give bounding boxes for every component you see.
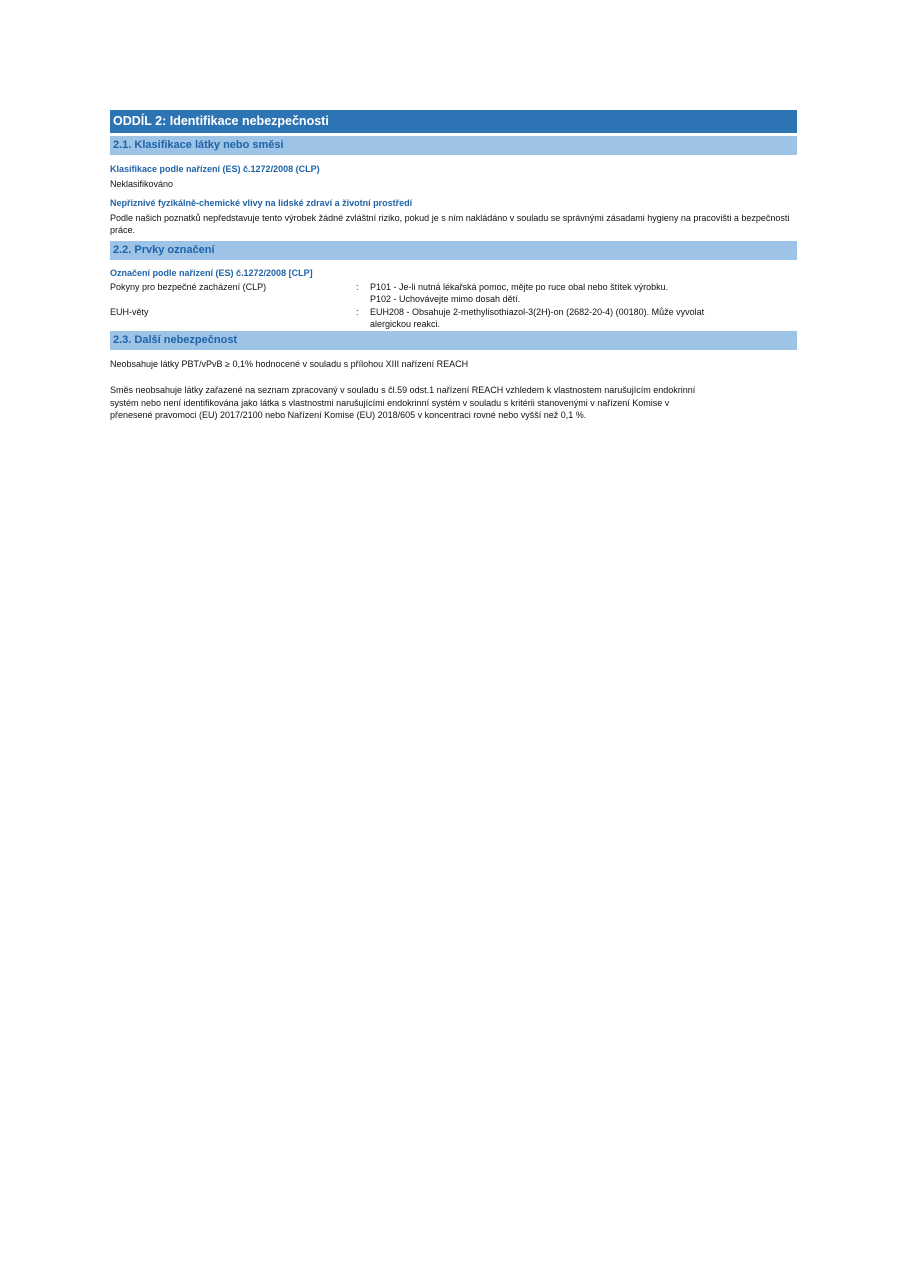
endocrine-statement (110, 384, 797, 422)
kv-value-line: EUH208 - Obsahuje 2-methylisothiazol-3(2H)-on (2682-20-4) (00180). Může vyvolat (370, 306, 705, 317)
adverse-effects-title: Nepříznivé fyzikálně-chemické vlivy na lidské zdraví a životní prostředí (110, 197, 413, 208)
subsection-2-2-title: 2.2. Prvky označení (110, 241, 797, 260)
sds-section-2 (110, 110, 797, 422)
pbt-statement: Neobsahuje látky PBT/vPvB ≥ 0,1% hodnocené v souladu s přílohou XIII nařízení REACH (110, 358, 469, 369)
kv-colon: : (356, 306, 359, 317)
endocrine-line: systém nebo není identifikována jako látka s vlastnostmi narušujícími endokrinní systém v souladu s kritérii stanovenými v nařízení Komise v (110, 397, 670, 408)
kv-value (370, 306, 797, 331)
kv-key: EUH-věty (110, 306, 149, 317)
kv-key: Pokyny pro bezpečné zacházení (CLP) (110, 281, 267, 292)
adverse-effects-text: Podle našich poznatků nepředstavuje tento výrobek žádné zvláštní riziko, pokud je s ním nakládáno v souladu se správnými zásadami hygieny na pracovišti a bezpečnosti práce. (110, 212, 790, 235)
label-elements-table (110, 281, 797, 331)
kv-value-line: P101 - Je-li nutná lékařská pomoc, mějte po ruce obal nebo štítek výrobku. (370, 281, 669, 292)
kv-value (370, 281, 797, 306)
endocrine-line: přenesené pravomoci (EU) 2017/2100 nebo Nařízení Komise (EU) 2018/605 v koncentraci rovné nebo vyšší než 0,1 %. (110, 410, 587, 420)
clp-classification-title: Klasifikace podle nařízení (ES) č.1272/2008 (CLP) (110, 164, 320, 174)
section-title: ODDÍL 2: Identifikace nebezpečnosti (110, 110, 797, 133)
kv-row-precautionary (110, 281, 797, 306)
label-elements-title: Označení podle nařízení (ES) č.1272/2008 [CLP] (110, 267, 313, 278)
kv-value-line: alergickou reakci. (370, 319, 441, 329)
subsection-2-1-title: 2.1. Klasifikace látky nebo směsi (110, 136, 797, 155)
endocrine-line: Směs neobsahuje látky zařazené na seznam zpracovaný v souladu s čl.59 odst.1 nařízení REACH vzhledem k vlastnostem narušujícím endokrinní (110, 385, 696, 395)
kv-colon: : (356, 281, 359, 292)
subsection-2-3-title: 2.3. Další nebezpečnost (110, 331, 797, 350)
clp-classification-value: Neklasifikováno (110, 179, 174, 189)
kv-row-euh (110, 306, 797, 331)
kv-value-line: P102 - Uchovávejte mimo dosah dětí. (370, 294, 521, 304)
